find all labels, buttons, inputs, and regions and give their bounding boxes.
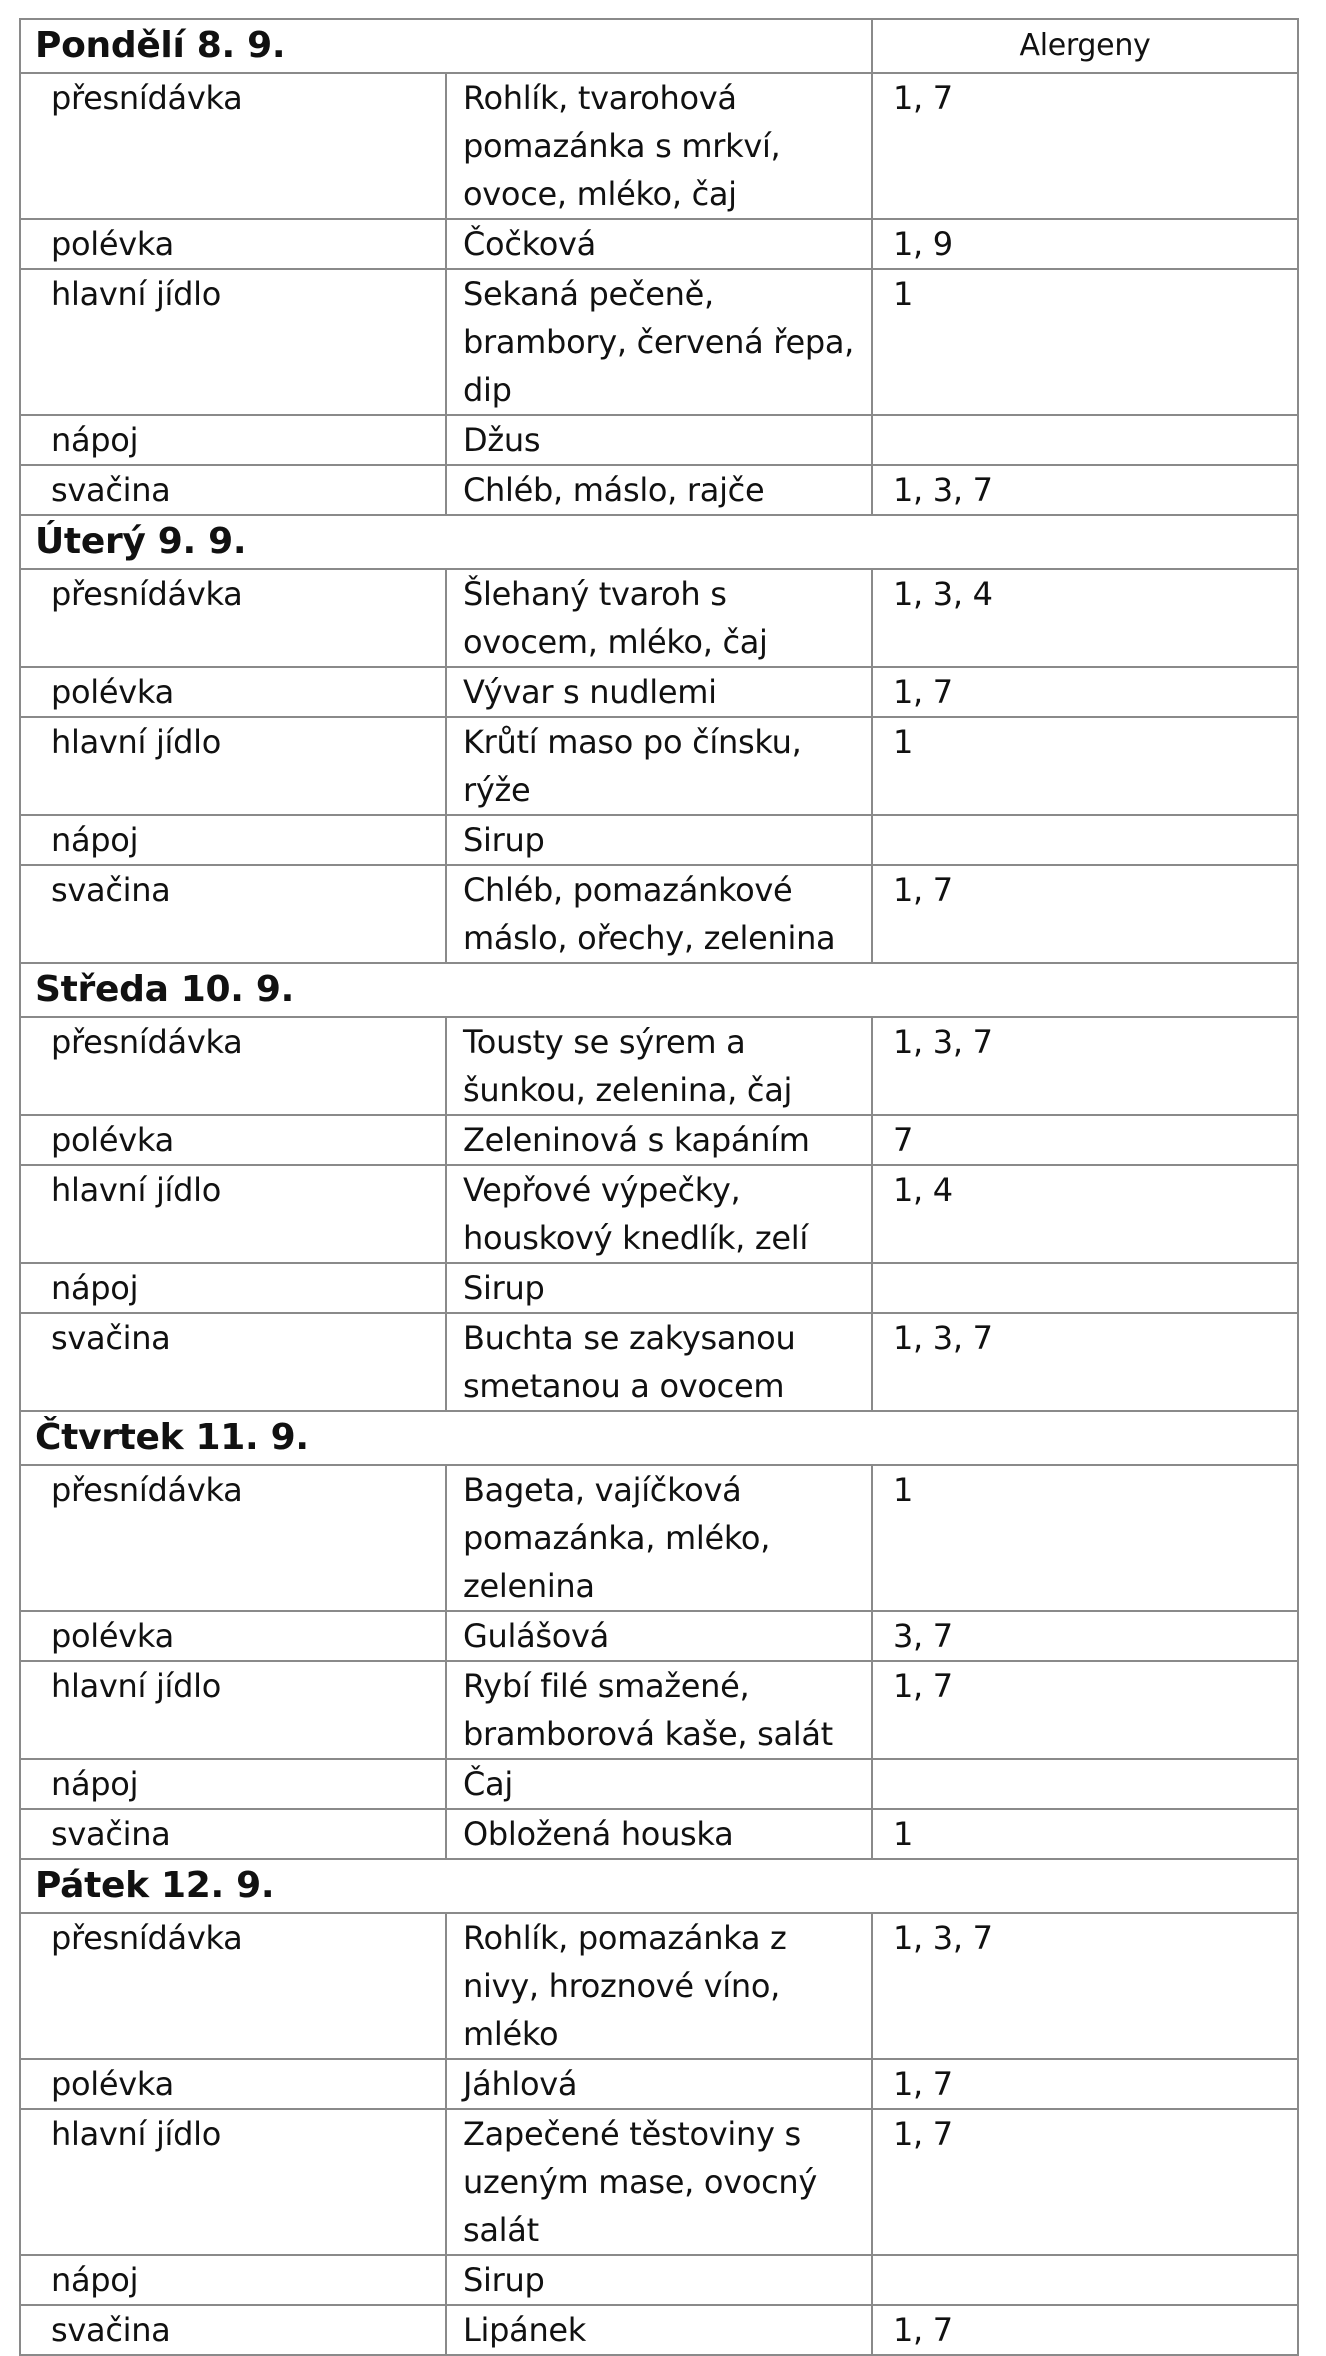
meal-food: Zapečené těstoviny s uzeným mase, ovocný salát	[446, 2109, 872, 2255]
meal-row	[20, 1165, 1298, 1263]
meal-food: Sirup	[446, 2255, 872, 2305]
day-title: Čtvrtek 11. 9.	[20, 1411, 1298, 1465]
meal-row	[20, 569, 1298, 667]
meal-row	[20, 667, 1298, 717]
day-title: Úterý 9. 9.	[20, 515, 1298, 569]
meal-row	[20, 2255, 1298, 2305]
meal-row	[20, 465, 1298, 515]
day-header-row	[20, 1411, 1298, 1465]
meal-row	[20, 73, 1298, 219]
meal-food: Bageta, vajíčková pomazánka, mléko, zelenina	[446, 1465, 872, 1611]
meal-type: svačina	[20, 865, 446, 963]
meal-food: Šlehaný tvaroh s ovocem, mléko, čaj	[446, 569, 872, 667]
meal-type: polévka	[20, 219, 446, 269]
meal-food: Sirup	[446, 1263, 872, 1313]
meal-type: hlavní jídlo	[20, 1661, 446, 1759]
meal-allergens	[872, 815, 1298, 865]
meal-row	[20, 1313, 1298, 1411]
meal-food: Tousty se sýrem a šunkou, zelenina, čaj	[446, 1017, 872, 1115]
meal-type: nápoj	[20, 1759, 446, 1809]
meal-type: svačina	[20, 1313, 446, 1411]
menu-table-body	[20, 19, 1298, 2355]
meal-food: Lipánek	[446, 2305, 872, 2355]
day-header-row	[20, 1859, 1298, 1913]
meal-food: Čaj	[446, 1759, 872, 1809]
meal-food: Chléb, máslo, rajče	[446, 465, 872, 515]
meal-row	[20, 1465, 1298, 1611]
meal-type: nápoj	[20, 1263, 446, 1313]
meal-food: Sirup	[446, 815, 872, 865]
meal-allergens	[872, 2255, 1298, 2305]
day-title: Pátek 12. 9.	[20, 1859, 1298, 1913]
meal-food: Rybí filé smažené, bramborová kaše, salát	[446, 1661, 872, 1759]
meal-food: Chléb, pomazánkové máslo, ořechy, zelenina	[446, 865, 872, 963]
meal-allergens: 1, 7	[872, 1661, 1298, 1759]
meal-food: Zeleninová s kapáním	[446, 1115, 872, 1165]
meal-food: Krůtí maso po čínsku, rýže	[446, 717, 872, 815]
meal-type: svačina	[20, 1809, 446, 1859]
meal-allergens: 1	[872, 269, 1298, 415]
meal-type: hlavní jídlo	[20, 1165, 446, 1263]
meal-row	[20, 1017, 1298, 1115]
meal-type: hlavní jídlo	[20, 269, 446, 415]
meal-row	[20, 269, 1298, 415]
meal-food: Džus	[446, 415, 872, 465]
meal-type: polévka	[20, 2059, 446, 2109]
day-title: Středa 10. 9.	[20, 963, 1298, 1017]
meal-allergens: 1	[872, 1809, 1298, 1859]
meal-food: Gulášová	[446, 1611, 872, 1661]
meal-food: Vývar s nudlemi	[446, 667, 872, 717]
meal-allergens: 1	[872, 1465, 1298, 1611]
meal-allergens	[872, 415, 1298, 465]
day-header-row	[20, 963, 1298, 1017]
meal-allergens	[872, 1263, 1298, 1313]
meal-type: přesnídávka	[20, 73, 446, 219]
meal-type: polévka	[20, 667, 446, 717]
meal-row	[20, 717, 1298, 815]
meal-type: svačina	[20, 2305, 446, 2355]
meal-allergens: 1, 7	[872, 865, 1298, 963]
meal-allergens: 3, 7	[872, 1611, 1298, 1661]
meal-allergens: 1, 3, 7	[872, 1913, 1298, 2059]
meal-allergens: 1, 7	[872, 667, 1298, 717]
day-header-row	[20, 19, 1298, 73]
meal-type: nápoj	[20, 815, 446, 865]
meal-row	[20, 1759, 1298, 1809]
meal-allergens: 1	[872, 717, 1298, 815]
meal-allergens: 1, 9	[872, 219, 1298, 269]
meal-allergens	[872, 1759, 1298, 1809]
weekly-menu-table	[19, 18, 1299, 2356]
meal-type: polévka	[20, 1115, 446, 1165]
meal-row	[20, 1809, 1298, 1859]
meal-row	[20, 415, 1298, 465]
meal-food: Rohlík, pomazánka z nivy, hroznové víno, mléko	[446, 1913, 872, 2059]
allergens-column-header: Alergeny	[872, 19, 1298, 73]
meal-row	[20, 2059, 1298, 2109]
meal-allergens: 1, 7	[872, 2059, 1298, 2109]
meal-allergens: 1, 3, 7	[872, 1017, 1298, 1115]
meal-food: Čočková	[446, 219, 872, 269]
meal-food: Rohlík, tvarohová pomazánka s mrkví, ovoce, mléko, čaj	[446, 73, 872, 219]
meal-type: přesnídávka	[20, 1017, 446, 1115]
meal-allergens: 7	[872, 1115, 1298, 1165]
meal-row	[20, 2305, 1298, 2355]
meal-row	[20, 2109, 1298, 2255]
meal-food: Buchta se zakysanou smetanou a ovocem	[446, 1313, 872, 1411]
meal-allergens: 1, 7	[872, 2109, 1298, 2255]
meal-type: svačina	[20, 465, 446, 515]
meal-row	[20, 865, 1298, 963]
meal-row	[20, 1115, 1298, 1165]
meal-food: Jáhlová	[446, 2059, 872, 2109]
meal-type: přesnídávka	[20, 1465, 446, 1611]
meal-type: nápoj	[20, 2255, 446, 2305]
meal-row	[20, 219, 1298, 269]
meal-allergens: 1, 3, 4	[872, 569, 1298, 667]
meal-type: hlavní jídlo	[20, 2109, 446, 2255]
meal-row	[20, 1263, 1298, 1313]
meal-type: přesnídávka	[20, 1913, 446, 2059]
meal-type: hlavní jídlo	[20, 717, 446, 815]
day-title: Pondělí 8. 9.	[20, 19, 872, 73]
meal-row	[20, 1611, 1298, 1661]
meal-row	[20, 815, 1298, 865]
meal-type: přesnídávka	[20, 569, 446, 667]
meal-type: nápoj	[20, 415, 446, 465]
meal-allergens: 1, 3, 7	[872, 1313, 1298, 1411]
meal-type: polévka	[20, 1611, 446, 1661]
meal-food: Obložená houska	[446, 1809, 872, 1859]
meal-allergens: 1, 7	[872, 2305, 1298, 2355]
meal-food: Vepřové výpečky, houskový knedlík, zelí	[446, 1165, 872, 1263]
meal-row	[20, 1913, 1298, 2059]
meal-allergens: 1, 7	[872, 73, 1298, 219]
day-header-row	[20, 515, 1298, 569]
meal-allergens: 1, 3, 7	[872, 465, 1298, 515]
meal-food: Sekaná pečeně, brambory, červená řepa, dip	[446, 269, 872, 415]
meal-allergens: 1, 4	[872, 1165, 1298, 1263]
